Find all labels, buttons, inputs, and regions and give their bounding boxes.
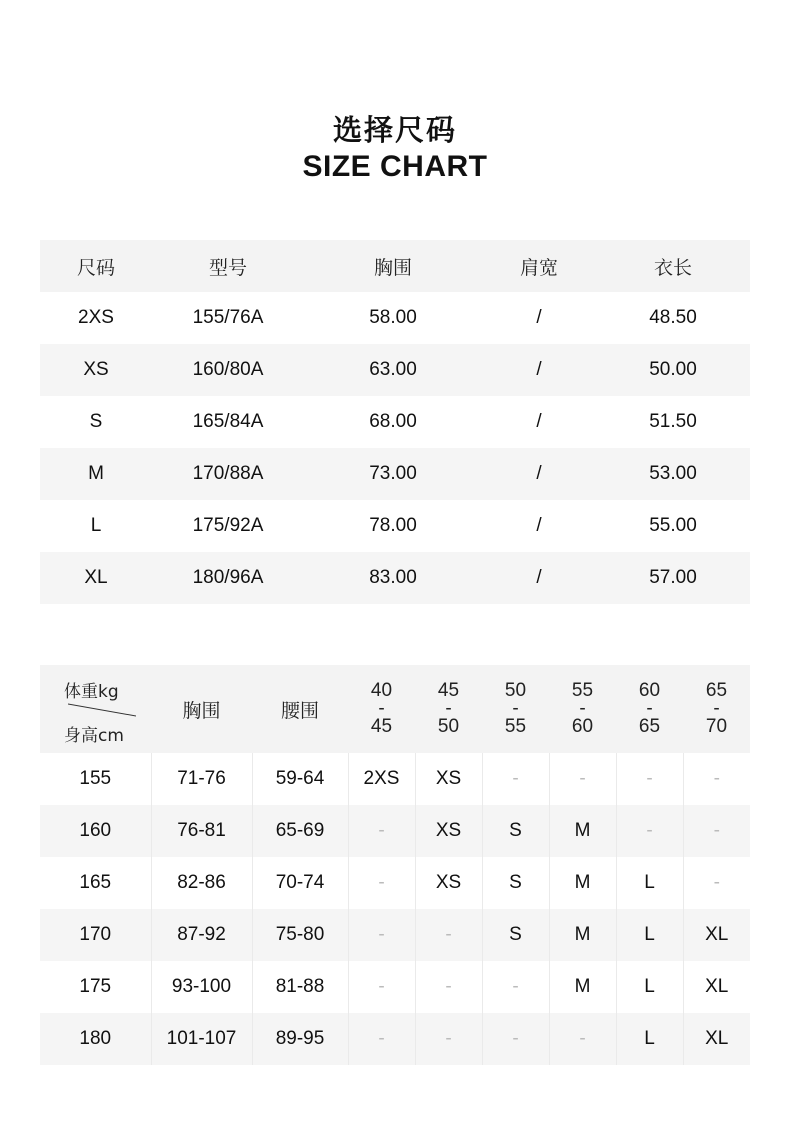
table-cell: XL — [84, 567, 108, 588]
table-header-row — [40, 665, 750, 753]
table-cell: - — [549, 753, 616, 805]
corner-header — [40, 665, 151, 753]
table-cell: M — [549, 857, 616, 909]
table-cell: XS — [83, 359, 109, 380]
header-length: 衣长 — [653, 256, 692, 279]
table-cell: M — [88, 463, 104, 484]
table-cell: - — [713, 872, 720, 893]
table-cell: 160 — [40, 805, 151, 857]
table-cell: XS — [415, 805, 482, 857]
table-cell: M — [549, 805, 616, 857]
table-cell: L — [90, 515, 102, 536]
table-cell: 101-107 — [151, 1013, 252, 1065]
table-row — [40, 805, 750, 857]
table-cell: M — [549, 961, 616, 1013]
table-cell: - — [348, 857, 415, 909]
table-cell: - — [482, 753, 549, 805]
table-cell: 170 — [40, 909, 151, 961]
table-cell: 73.00 — [369, 463, 417, 484]
table-cell: 93-100 — [151, 961, 252, 1013]
table-cell: 71-76 — [151, 753, 252, 805]
table-cell: / — [536, 411, 542, 432]
table-cell: - — [482, 1013, 549, 1065]
table-cell: 81-88 — [252, 961, 348, 1013]
table-cell: 160/80A — [192, 359, 264, 380]
table-row — [40, 344, 750, 396]
page-title-en: SIZE CHART — [302, 150, 488, 183]
table-cell: XL — [705, 976, 729, 997]
table-cell: 78.00 — [369, 515, 417, 536]
table-cell: 63.00 — [369, 359, 417, 380]
table-cell: 83.00 — [369, 567, 417, 588]
table-cell: - — [348, 909, 415, 961]
table-cell: 175 — [40, 961, 151, 1013]
height-label: 身高cm — [64, 726, 124, 746]
size-recommendation-table — [40, 665, 750, 1065]
weight-range-header: 40 - 45 — [370, 680, 393, 737]
table-cell: - — [415, 909, 482, 961]
weight-range-header: 60 - 65 — [638, 680, 661, 737]
table-cell: - — [348, 961, 415, 1013]
header-chest: 胸围 — [182, 699, 221, 722]
table-header-row — [40, 240, 750, 292]
table-cell: L — [616, 961, 683, 1013]
weight-range-header: 55 - 60 — [571, 680, 594, 737]
table-cell: 76-81 — [151, 805, 252, 857]
table-cell: XL — [705, 924, 729, 945]
table-cell: 55.00 — [649, 515, 697, 536]
header-model: 型号 — [208, 256, 247, 279]
table-cell: 48.50 — [649, 307, 697, 328]
table-cell: S — [482, 857, 549, 909]
table-cell: 2XS — [78, 307, 114, 328]
page-title-cn: 选择尺码 — [332, 113, 457, 147]
size-spec-table — [40, 240, 750, 604]
table-cell: / — [536, 463, 542, 484]
table-cell: - — [616, 753, 683, 805]
table-row — [40, 753, 750, 805]
diagonal-divider — [68, 703, 136, 717]
table-cell: 82-86 — [151, 857, 252, 909]
table-cell: 155/76A — [192, 307, 264, 328]
table-cell: - — [348, 1013, 415, 1065]
table-cell: 180 — [40, 1013, 151, 1065]
header-chest: 胸围 — [373, 256, 412, 279]
table-cell: S — [482, 909, 549, 961]
table-cell: 53.00 — [649, 463, 697, 484]
table-cell: - — [482, 961, 549, 1013]
table-row — [40, 500, 750, 552]
table-cell: / — [536, 307, 542, 328]
table-row — [40, 448, 750, 500]
table-cell: 165/84A — [192, 411, 264, 432]
table-cell: XS — [415, 753, 482, 805]
table-cell: - — [348, 805, 415, 857]
weight-range-header: 50 - 55 — [504, 680, 527, 737]
table-cell: L — [616, 909, 683, 961]
table-cell: XL — [705, 1028, 729, 1049]
table-cell: 175/92A — [192, 515, 264, 536]
table-row — [40, 396, 750, 448]
table-cell: - — [415, 961, 482, 1013]
table-cell: 2XS — [348, 753, 415, 805]
table-cell: - — [616, 805, 683, 857]
table-cell: 75-80 — [252, 909, 348, 961]
table-row — [40, 1013, 750, 1065]
table-cell: S — [89, 411, 103, 432]
table-row — [40, 961, 750, 1013]
table-row — [40, 857, 750, 909]
table-row — [40, 552, 750, 604]
table-cell: 51.50 — [649, 411, 697, 432]
table-cell: - — [549, 1013, 616, 1065]
table-cell: S — [482, 805, 549, 857]
table-cell: 180/96A — [192, 567, 264, 588]
table-cell: / — [536, 567, 542, 588]
table-cell: 165 — [40, 857, 151, 909]
table-row — [40, 909, 750, 961]
weight-label: 体重kg — [64, 682, 119, 702]
table-cell: 58.00 — [369, 307, 417, 328]
table-cell: 170/88A — [192, 463, 264, 484]
table-row — [40, 292, 750, 344]
header-size: 尺码 — [76, 256, 115, 279]
table-cell: L — [616, 857, 683, 909]
table-cell: 57.00 — [649, 567, 697, 588]
table-cell: 50.00 — [649, 359, 697, 380]
header-waist: 腰围 — [280, 699, 319, 722]
table-cell: 87-92 — [151, 909, 252, 961]
table-cell: 89-95 — [252, 1013, 348, 1065]
table-cell: / — [536, 515, 542, 536]
table-cell: - — [713, 768, 720, 789]
weight-range-header: 45 - 50 — [437, 680, 460, 737]
table-cell: 65-69 — [252, 805, 348, 857]
weight-range-header: 65 - 70 — [705, 680, 728, 737]
table-cell: 70-74 — [252, 857, 348, 909]
table-cell: 68.00 — [369, 411, 417, 432]
header-shoulder: 肩宽 — [519, 256, 558, 279]
table-cell: - — [713, 820, 720, 841]
table-cell: L — [616, 1013, 683, 1065]
table-cell: / — [536, 359, 542, 380]
table-cell: M — [549, 909, 616, 961]
table-cell: - — [415, 1013, 482, 1065]
table-cell: 155 — [40, 753, 151, 805]
table-cell: XS — [415, 857, 482, 909]
table-cell: 59-64 — [252, 753, 348, 805]
